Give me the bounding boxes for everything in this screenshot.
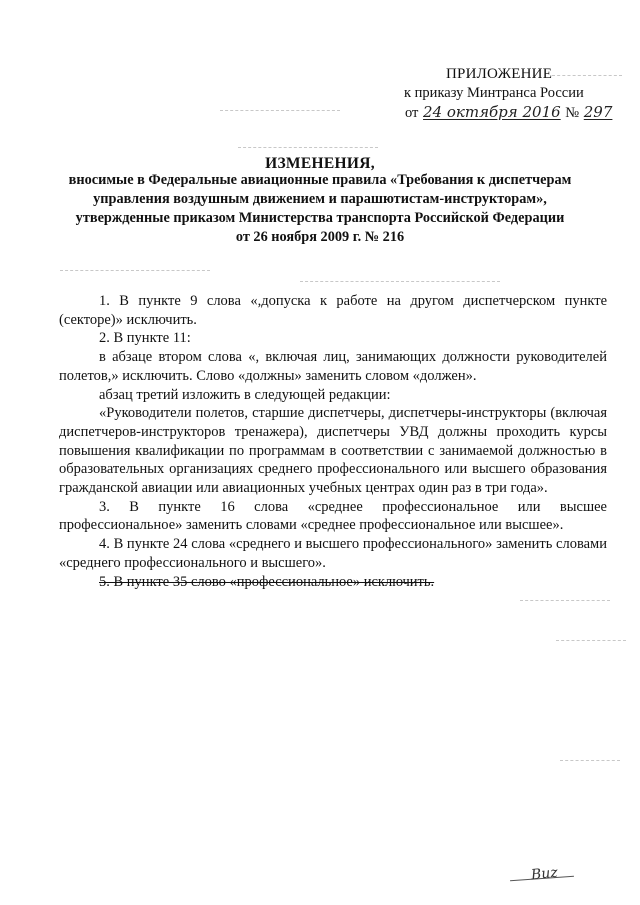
paragraph-item-4: 4. В пункте 24 слова «среднего и высшего профессионального» заменить словами «среднего профессионального и высшего». [59,536,607,571]
document-subtitle-line: утвержденные приказом Министерства транспорта Российской Федерации [75,210,565,226]
document-subtitle-line: вносимые в Федеральные авиационные правила «Требования к диспетчерам [68,172,572,188]
paragraph-item-5: 5. В пункте 35 слово «профессиональное» исключить. [99,573,435,590]
order-date-number [404,103,612,122]
scan-artifact [300,281,500,282]
paragraph-item-2-sub-2: абзац третий изложить в следующей редакции: [99,386,391,403]
scan-artifact [238,147,378,148]
scan-artifact [60,270,210,271]
document-body [59,292,607,591]
from-label: от [405,105,419,121]
appendix-reference: к приказу Минтранса России [404,85,584,101]
scan-artifact [552,75,622,76]
number-label: № [565,105,580,121]
scan-artifact [560,760,620,761]
paragraph-item-3: 3. В пункте 16 слова «среднее профессиональное или высшее профессиональное» заменить словами «среднее профессиональное или высшее». [59,498,607,534]
scan-artifact [220,110,340,111]
paragraph-item-2-sub-1: в абзаце втором слова «, включая лиц, занимающих должности руководителей полетов,» исключить. Слово «должны» заменить словом «должен». [59,349,607,384]
handwritten-number: 297 [583,103,613,121]
scan-artifact [520,600,610,601]
appendix-title: ПРИЛОЖЕНИЕ [446,66,553,82]
paragraph-quoted-text: «Руководители полетов, старшие диспетчеры, диспетчеры-инструкторы (включая диспетчеров-инструкторов тренажера), диспетчеры УВД должны проходить курсы повышения квалификации по программам в соответствии с занимаемой должностью в образовательных организациях среднего профессионального или высшего образования гражданской авиации или авиационных учебных центрах один раз в три года». [59,405,607,497]
document-title: ИЗМЕНЕНИЯ, [265,155,375,172]
document-subtitle-line: управления воздушным движением и парашютистам-инструкторам», [93,191,547,207]
document-subtitle-line: от 26 ноября 2009 г. № 216 [235,229,405,245]
paragraph-item-2: 2. В пункте 11: [99,330,191,347]
paragraph-item-1: 1. В пункте 9 слова «,допуска к работе на другом диспетчерском пункте (секторе)» исключить. [59,293,607,328]
handwritten-date: 24 октября 2016 [423,103,561,121]
scan-artifact [556,640,626,641]
handwritten-signature: Вuz [530,864,559,884]
